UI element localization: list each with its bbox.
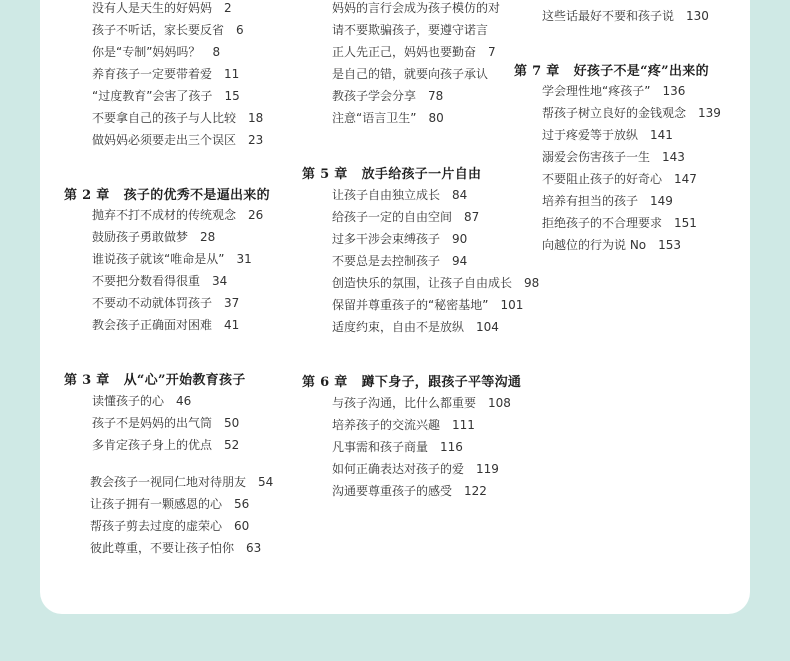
toc-entry: 不要阻止孩子的好奇心 147	[542, 172, 697, 186]
toc-entry: 谁说孩子就该“唯命是从” 31	[92, 252, 252, 266]
toc-entry: 养育孩子一定要带着爱 11	[92, 67, 240, 81]
toc-entry: 向越位的行为说 No 153	[542, 238, 682, 252]
toc-entry: 彼此尊重，不要让孩子怕你 63	[90, 541, 262, 555]
toc-card	[40, 0, 750, 614]
toc-entry: 不要把分数看得很重 34	[92, 274, 228, 288]
toc-entry: 注意“语言卫生” 80	[332, 111, 444, 125]
toc-entry: 沟通要尊重孩子的感受 122	[332, 484, 487, 498]
chapter-heading: 第 5 章 放手给孩子一片自由	[302, 167, 482, 182]
toc-entry: 过于疼爱等于放纵 141	[542, 128, 673, 142]
toc-entry: 做妈妈必须要走出三个误区 23	[92, 133, 264, 147]
toc-entry: 教孩子学会分享 78	[332, 89, 444, 103]
toc-entry: 请不要欺骗孩子，要遵守诺言	[332, 23, 489, 37]
toc-entry: 帮孩子剪去过度的虚荣心 60	[90, 519, 250, 533]
toc-entry: 是自己的错，就要向孩子承认	[332, 67, 489, 81]
toc-entry: 你是“专制”妈妈吗？ 8	[92, 45, 221, 59]
toc-entry: 这些话最好不要和孩子说 130	[542, 9, 709, 23]
toc-entry: 鼓励孩子勇敢做梦 28	[92, 230, 216, 244]
toc-entry: 读懂孩子的心 46	[92, 394, 192, 408]
toc-entry: 让孩子自由独立成长 84	[332, 188, 468, 202]
toc-entry: 不要动不动就体罚孩子 37	[92, 296, 240, 310]
toc-entry: 溺爱会伤害孩子一生 143	[542, 150, 685, 164]
toc-entry: 让孩子拥有一颗感恩的心 56	[90, 497, 250, 511]
toc-entry: 正人先正己，妈妈也要勤奋 7	[332, 45, 496, 59]
toc-entry: 没有人是天生的好妈妈 2	[92, 1, 232, 15]
toc-entry: 保留并尊重孩子的“秘密基地” 101	[332, 298, 524, 312]
toc-entry: 给孩子一定的自由空间 87	[332, 210, 480, 224]
toc-entry: 如何正确表达对孩子的爱 119	[332, 462, 499, 476]
column-middle	[302, 0, 540, 614]
toc-entry: 过多干涉会束缚孩子 90	[332, 232, 468, 246]
toc-entry: 凡事需和孩子商量 116	[332, 440, 463, 454]
toc-entry: 培养孩子的交流兴趣 111	[332, 418, 475, 432]
toc-entry: 适度约束，自由不是放纵 104	[332, 320, 499, 334]
toc-entry: 教会孩子正确面对困难 41	[92, 318, 240, 332]
toc-entry: 不要拿自己的孩子与人比较 18	[92, 111, 264, 125]
toc-entry: 教会孩子一视同仁地对待朋友 54	[90, 475, 274, 489]
toc-entry: 拒绝孩子的不合理要求 151	[542, 216, 697, 230]
toc-entry: 培养有担当的孩子 149	[542, 194, 673, 208]
toc-entry: “过度教育”会害了孩子 15	[92, 89, 240, 103]
toc-entry: 孩子不听话，家长要反省 6	[92, 23, 244, 37]
chapter-heading: 第 2 章 孩子的优秀不是逼出来的	[64, 188, 270, 203]
toc-entry: 与孩子沟通，比什么都重要 108	[332, 396, 511, 410]
chapter-heading: 第 6 章 蹲下身子，跟孩子平等沟通	[302, 375, 522, 390]
toc-entry: 妈妈的言行会成为孩子模仿的对	[332, 1, 501, 15]
toc-entry: 帮孩子树立良好的金钱观念 139	[542, 106, 721, 120]
chapter-heading: 第 7 章 好孩子不是“疼”出来的	[514, 64, 709, 79]
toc-entry: 创造快乐的氛围，让孩子自由成长 98	[332, 276, 540, 290]
toc-entry: 学会理性地“疼孩子” 136	[542, 84, 686, 98]
toc-entry: 多肯定孩子身上的优点 52	[92, 438, 240, 452]
toc-entry: 抛弃不打不成材的传统观念 26	[92, 208, 264, 222]
toc-entry: 孩子不是妈妈的出气筒 50	[92, 416, 240, 430]
chapter-heading: 第 3 章 从“心”开始教育孩子	[64, 373, 246, 388]
toc-entry: 不要总是去控制孩子 94	[332, 254, 468, 268]
